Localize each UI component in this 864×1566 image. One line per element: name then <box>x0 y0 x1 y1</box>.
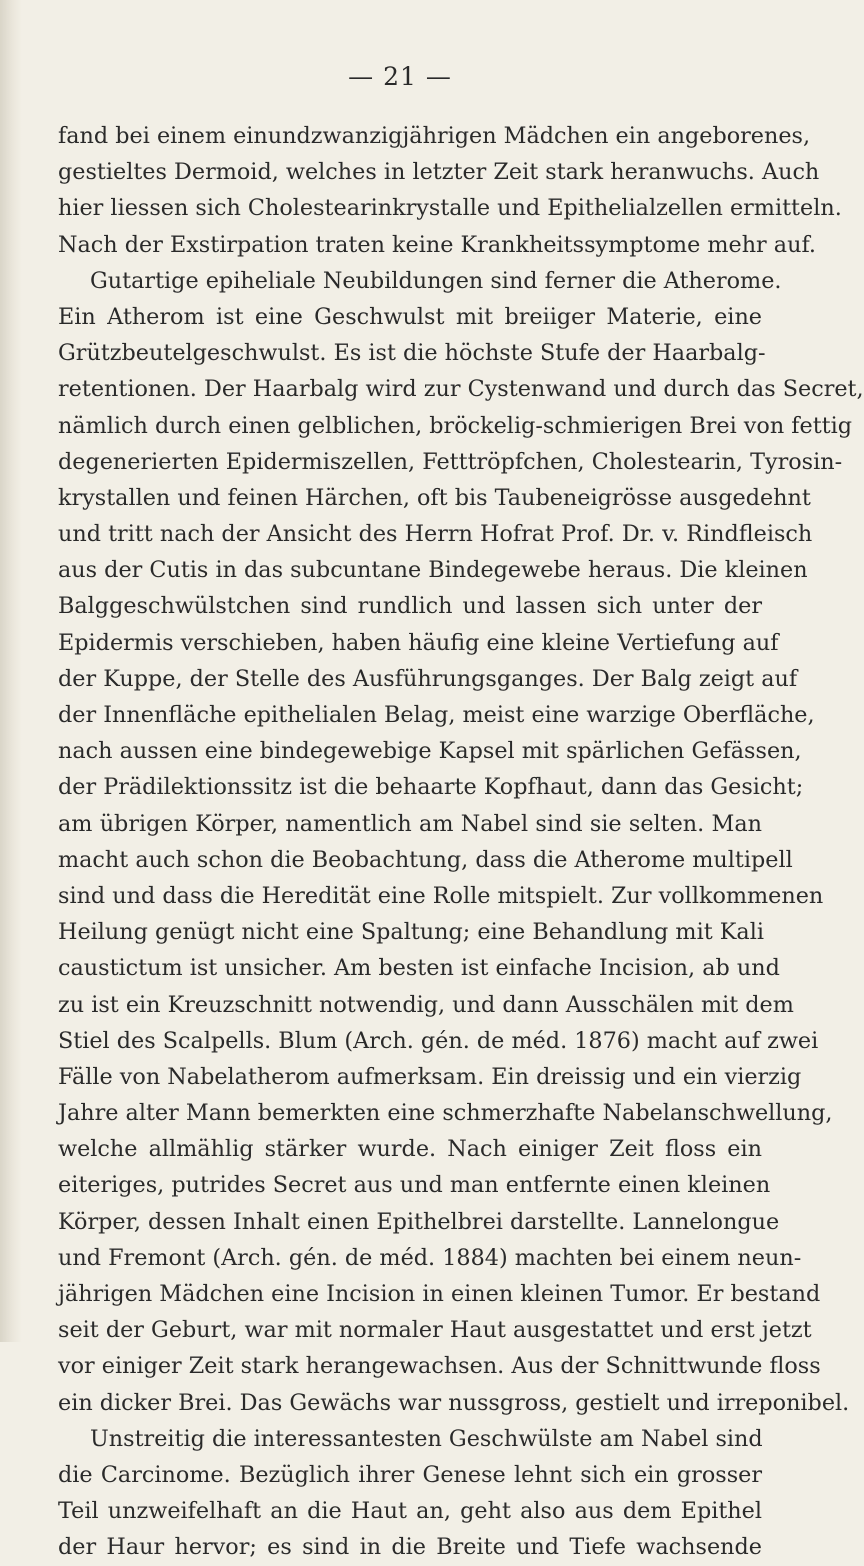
text-line: Körper, dessen Inhalt einen Epithelbrei darstellte. Lannelongue <box>58 1208 780 1235</box>
page-number: — 21 — <box>348 62 452 91</box>
text-line: caustictum ist unsicher. Am besten ist einfache Incision, ab und <box>58 955 780 982</box>
text-line: nämlich durch einen gelblichen, bröckelig-schmierigen Brei von fettig <box>58 412 853 439</box>
text-line: vor einiger Zeit stark herangewachsen. Aus der Schnittwunde floss <box>58 1353 821 1380</box>
text-line: Ein Atherom ist eine Geschwulst mit breiiger Materie, eine <box>58 303 762 330</box>
text-line: am übrigen Körper, namentlich am Nabel sind sie selten. Man <box>58 810 762 837</box>
text-line: Balggeschwülstchen sind rundlich und lassen sich unter der <box>58 593 762 620</box>
text-line: und tritt nach der Ansicht des Herrn Hofrat Prof. Dr. v. Rindfleisch <box>58 521 813 548</box>
text-line: zu ist ein Kreuzschnitt notwendig, und dann Ausschälen mit dem <box>58 991 794 1018</box>
text-line: Grützbeutelgeschwulst. Es ist die höchste Stufe der Haarbalg- <box>58 340 766 367</box>
text-line: die Carcinome. Bezüglich ihrer Genese lehnt sich ein grosser <box>58 1461 762 1488</box>
text-line: der Prädilektionssitz ist die behaarte Kopfhaut, dann das Gesicht; <box>58 774 804 801</box>
text-line: Epidermis verschieben, haben häufig eine kleine Vertiefung auf <box>58 629 779 656</box>
text-line: der Kuppe, der Stelle des Ausführungsganges. Der Balg zeigt auf <box>58 665 798 692</box>
text-line: degenerierten Epidermiszellen, Fetttröpfchen, Cholestearin, Tyrosin- <box>58 448 843 475</box>
text-line: Teil unzweifelhaft an die Haut an, geht also aus dem Epithel <box>58 1498 762 1525</box>
text-line: eiteriges, putrides Secret aus und man entfernte einen kleinen <box>58 1172 771 1199</box>
text-line: jährigen Mädchen eine Incision in einen kleinen Tumor. Er bestand <box>58 1281 821 1307</box>
text-line: Unstreitig die interessantesten Geschwülste am Nabel sind <box>90 1425 763 1452</box>
page-edge-shadow <box>0 0 22 1342</box>
text-line: Fälle von Nabelatherom aufmerksam. Ein dreissig und ein vierzig <box>58 1063 802 1090</box>
text-line: retentionen. Der Haarbalg wird zur Cystenwand und durch das Secret, <box>58 376 864 403</box>
text-line: ein dicker Brei. Das Gewächs war nussgross, gestielt und irreponibel. <box>58 1389 850 1416</box>
text-line: Jahre alter Mann bemerkten eine schmerzhafte Nabelanschwellung, <box>58 1100 833 1127</box>
text-line: krystallen und feinen Härchen, oft bis Taubeneigrösse ausgedehnt <box>58 484 811 511</box>
text-line: Nach der Exstirpation traten keine Krankheitssymptome mehr auf. <box>58 231 816 258</box>
text-line: gestieltes Dermoid, welches in letzter Zeit stark heranwuchs. Auch <box>58 159 820 186</box>
text-line: aus der Cutis in das subcuntane Bindegewebe heraus. Die kleinen <box>58 557 808 584</box>
text-line: welche allmählig stärker wurde. Nach einiger Zeit floss ein <box>58 1136 762 1163</box>
text-line: sind und dass die Heredität eine Rolle mitspielt. Zur vollkommenen <box>58 882 824 909</box>
text-line: seit der Geburt, war mit normaler Haut ausgestattet und erst jetzt <box>58 1317 812 1344</box>
text-line: Heilung genügt nicht eine Spaltung; eine Behandlung mit Kali <box>58 919 764 946</box>
text-line: nach aussen eine bindegewebige Kapsel mit spärlichen Gefässen, <box>58 738 802 765</box>
text-line: Stiel des Scalpells. Blum (Arch. gén. de méd. 1876) macht auf zwei <box>58 1027 819 1054</box>
text-line: und Fremont (Arch. gén. de méd. 1884) machten bei einem neun- <box>58 1244 802 1271</box>
text-line: macht auch schon die Beobachtung, dass die Atherome multipell <box>58 846 793 873</box>
text-line: der Innenfläche epithelialen Belag, meist eine warzige Oberfläche, <box>58 702 815 728</box>
text-line: der Haur hervor; es sind in die Breite und Tiefe wachsende <box>58 1534 762 1561</box>
text-line: fand bei einem einundzwanzigjährigen Mädchen ein angeborenes, <box>58 123 811 149</box>
text-line: Gutartige epiheliale Neubildungen sind ferner die Atherome. <box>90 267 782 294</box>
text-line: hier liessen sich Cholestearinkrystalle und Epithelialzellen ermitteln. <box>58 195 842 222</box>
body-text <box>58 118 864 1566</box>
